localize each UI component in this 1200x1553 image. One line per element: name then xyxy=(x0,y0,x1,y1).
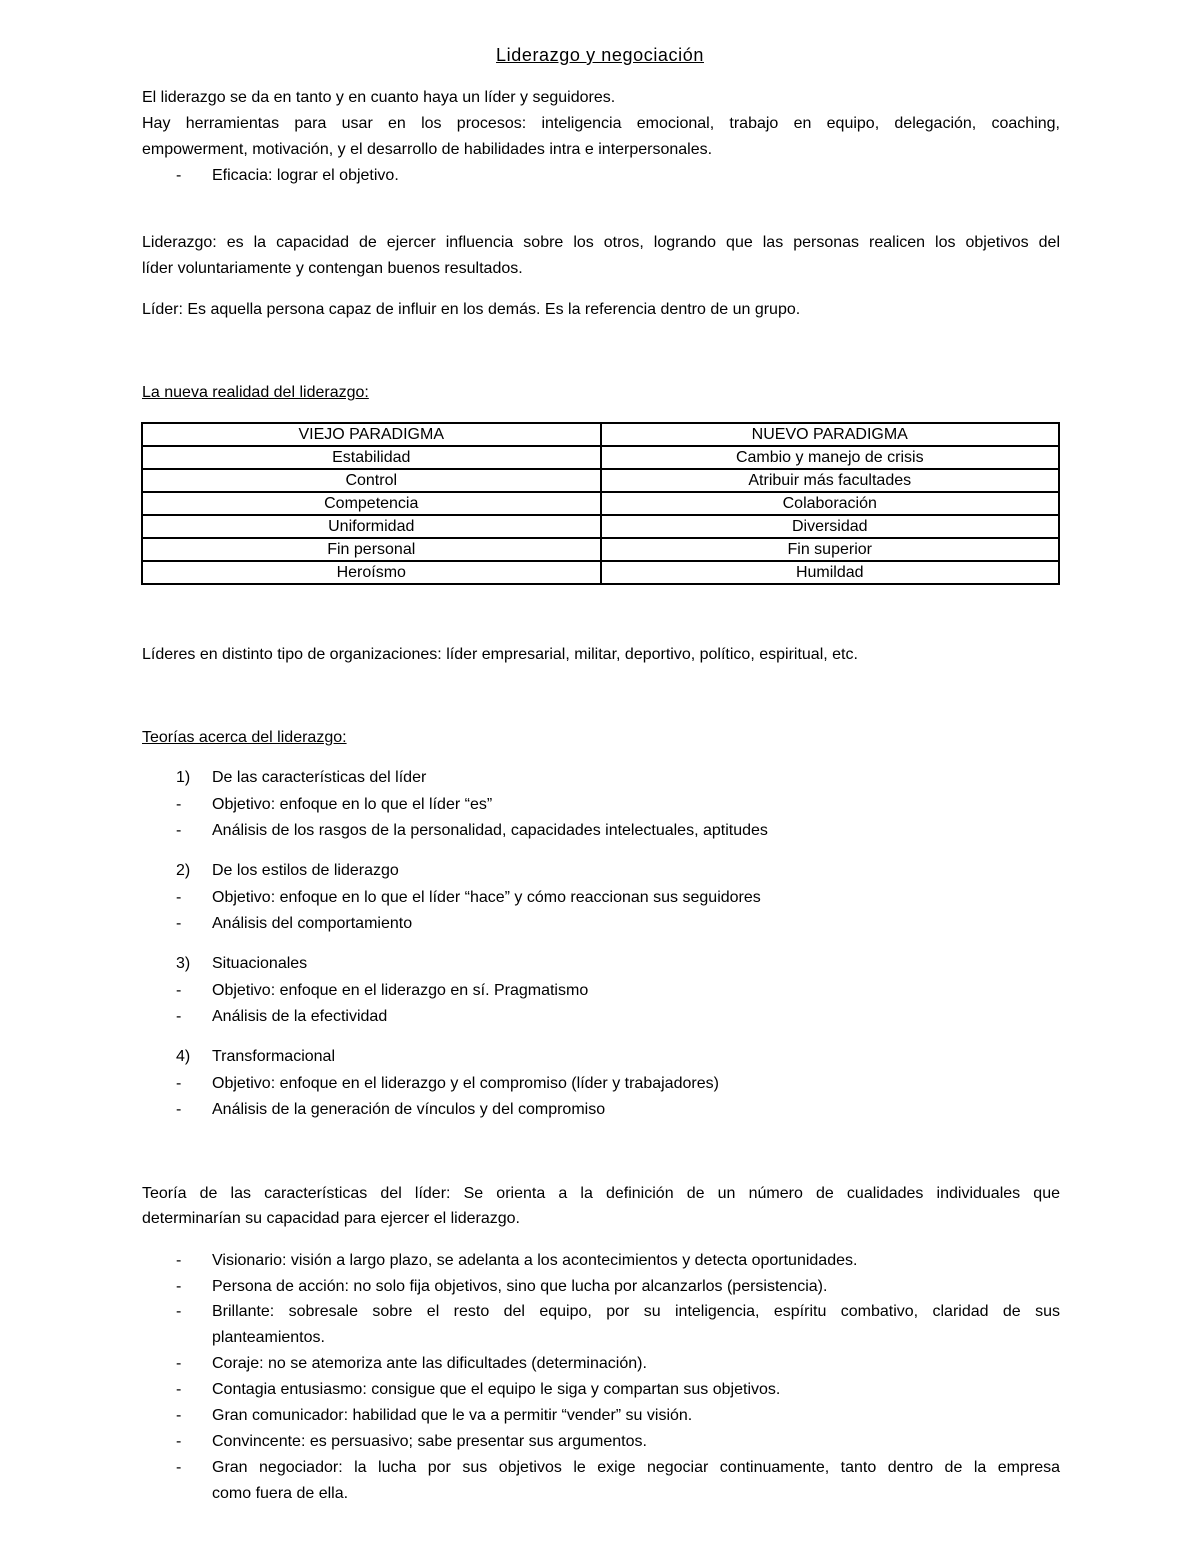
bullet-dash: - xyxy=(176,167,182,184)
table-cell: Fin personal xyxy=(142,538,601,561)
caracteristica-item: Gran negociador: la lucha por sus objetivos le exige negociar continuamente, tanto dentro de la empresa xyxy=(212,1459,1060,1476)
table-row xyxy=(142,515,1059,538)
theory-title: De las características del líder xyxy=(212,769,427,786)
bullet-dash: - xyxy=(176,915,182,932)
table-cell: Atribuir más facultades xyxy=(601,469,1060,492)
theory-title: Situacionales xyxy=(212,955,308,972)
liderazgo-definition-line-2: líder voluntariamente y contengan buenos resultados. xyxy=(142,260,523,277)
table-cell: Uniformidad xyxy=(142,515,601,538)
table-header-cell: VIEJO PARADIGMA xyxy=(142,423,601,446)
bullet-dash: - xyxy=(176,1008,182,1025)
caracteristicas-intro-line-1: Teoría de las características del líder: Se orienta a la definición de un número de cualidades individuales que xyxy=(142,1185,1060,1202)
theory-analisis: Análisis de la efectividad xyxy=(212,1008,388,1025)
table-row xyxy=(142,561,1059,584)
table-cell: Estabilidad xyxy=(142,446,601,469)
table-cell: Colaboración xyxy=(601,492,1060,515)
theory-analisis: Análisis de los rasgos de la personalidad, capacidades intelectuales, aptitudes xyxy=(212,822,768,839)
bullet-dash: - xyxy=(176,1381,182,1398)
caracteristica-item: Brillante: sobresale sobre el resto del equipo, por su inteligencia, espíritu combativo, claridad de sus xyxy=(212,1303,1060,1320)
intro-paragraph-2-line-2: empowerment, motivación, y el desarrollo de habilidades intra e interpersonales. xyxy=(142,141,713,158)
caracteristica-item: Visionario: visión a largo plazo, se adelanta a los acontecimientos y detecta oportunidades. xyxy=(212,1252,858,1269)
table-cell: Humildad xyxy=(601,561,1060,584)
table-row xyxy=(142,469,1059,492)
bullet-dash: - xyxy=(176,1278,182,1295)
caracteristica-item: Persona de acción: no solo fija objetivos, sino que lucha por alcanzarlos (persistencia). xyxy=(212,1278,828,1295)
theory-title: Transformacional xyxy=(212,1048,336,1065)
intro-paragraph-2-line-1: Hay herramientas para usar en los procesos: inteligencia emocional, trabajo en equipo, delegación, coaching, xyxy=(142,115,1060,132)
bullet-dash: - xyxy=(176,1433,182,1450)
theory-number: 1) xyxy=(176,769,191,786)
theory-analisis: Análisis del comportamiento xyxy=(212,915,413,932)
teorias-heading: Teorías acerca del liderazgo: xyxy=(142,729,347,746)
bullet-dash: - xyxy=(176,1459,182,1476)
table-header-row xyxy=(142,423,1059,446)
table-row xyxy=(142,492,1059,515)
caracteristica-item-continuation: como fuera de ella. xyxy=(212,1485,349,1502)
caracteristica-item: Convincente: es persuasivo; sabe presentar sus argumentos. xyxy=(212,1433,647,1450)
table-cell: Fin superior xyxy=(601,538,1060,561)
table-cell: Diversidad xyxy=(601,515,1060,538)
bullet-dash: - xyxy=(176,1355,182,1372)
theory-analisis: Análisis de la generación de vínculos y del compromiso xyxy=(212,1101,606,1118)
bullet-dash: - xyxy=(176,1303,182,1320)
theory-objetivo: Objetivo: enfoque en lo que el líder “hace” y cómo reaccionan sus seguidores xyxy=(212,889,761,906)
caracteristica-item-continuation: planteamientos. xyxy=(212,1329,325,1346)
bullet-dash: - xyxy=(176,889,182,906)
table-row xyxy=(142,538,1059,561)
bullet-dash: - xyxy=(176,1252,182,1269)
intro-paragraph-1: El liderazgo se da en tanto y en cuanto haya un líder y seguidores. xyxy=(142,89,616,106)
caracteristica-item: Coraje: no se atemoriza ante las dificultades (determinación). xyxy=(212,1355,647,1372)
bullet-dash: - xyxy=(176,1101,182,1118)
document-title: Liderazgo y negociación xyxy=(496,45,704,65)
theory-number: 2) xyxy=(176,862,191,879)
table-cell: Cambio y manejo de crisis xyxy=(601,446,1060,469)
lideres-organizaciones: Líderes en distinto tipo de organizaciones: líder empresarial, militar, deportivo, político, espiritual, etc. xyxy=(142,646,858,663)
table-header-cell: NUEVO PARADIGMA xyxy=(601,423,1060,446)
theory-objetivo: Objetivo: enfoque en el liderazgo en sí. Pragmatismo xyxy=(212,982,589,999)
caracteristica-item: Gran comunicador: habilidad que le va a permitir “vender” su visión. xyxy=(212,1407,693,1424)
table-row xyxy=(142,446,1059,469)
theory-objetivo: Objetivo: enfoque en lo que el líder “es” xyxy=(212,796,493,813)
bullet-dash: - xyxy=(176,822,182,839)
theory-objetivo: Objetivo: enfoque en el liderazgo y el compromiso (líder y trabajadores) xyxy=(212,1075,719,1092)
liderazgo-definition-line-1: Liderazgo: es la capacidad de ejercer influencia sobre los otros, logrando que las personas realicen los objetivos del xyxy=(142,234,1060,251)
lider-definition: Líder: Es aquella persona capaz de influir en los demás. Es la referencia dentro de un grupo. xyxy=(142,301,801,318)
theory-number: 4) xyxy=(176,1048,191,1065)
caracteristicas-intro-line-2: determinarían su capacidad para ejercer el liderazgo. xyxy=(142,1210,520,1227)
table-cell: Heroísmo xyxy=(142,561,601,584)
theory-title: De los estilos de liderazgo xyxy=(212,862,399,879)
bullet-dash: - xyxy=(176,796,182,813)
theory-number: 3) xyxy=(176,955,191,972)
bullet-dash: - xyxy=(176,982,182,999)
caracteristica-item: Contagia entusiasmo: consigue que el equipo le siga y compartan sus objetivos. xyxy=(212,1381,781,1398)
nueva-realidad-heading: La nueva realidad del liderazgo: xyxy=(142,384,369,401)
bullet-dash: - xyxy=(176,1407,182,1424)
eficacia-bullet: Eficacia: lograr el objetivo. xyxy=(212,167,399,184)
table-cell: Control xyxy=(142,469,601,492)
table-cell: Competencia xyxy=(142,492,601,515)
paradigm-table xyxy=(141,422,1060,585)
bullet-dash: - xyxy=(176,1075,182,1092)
